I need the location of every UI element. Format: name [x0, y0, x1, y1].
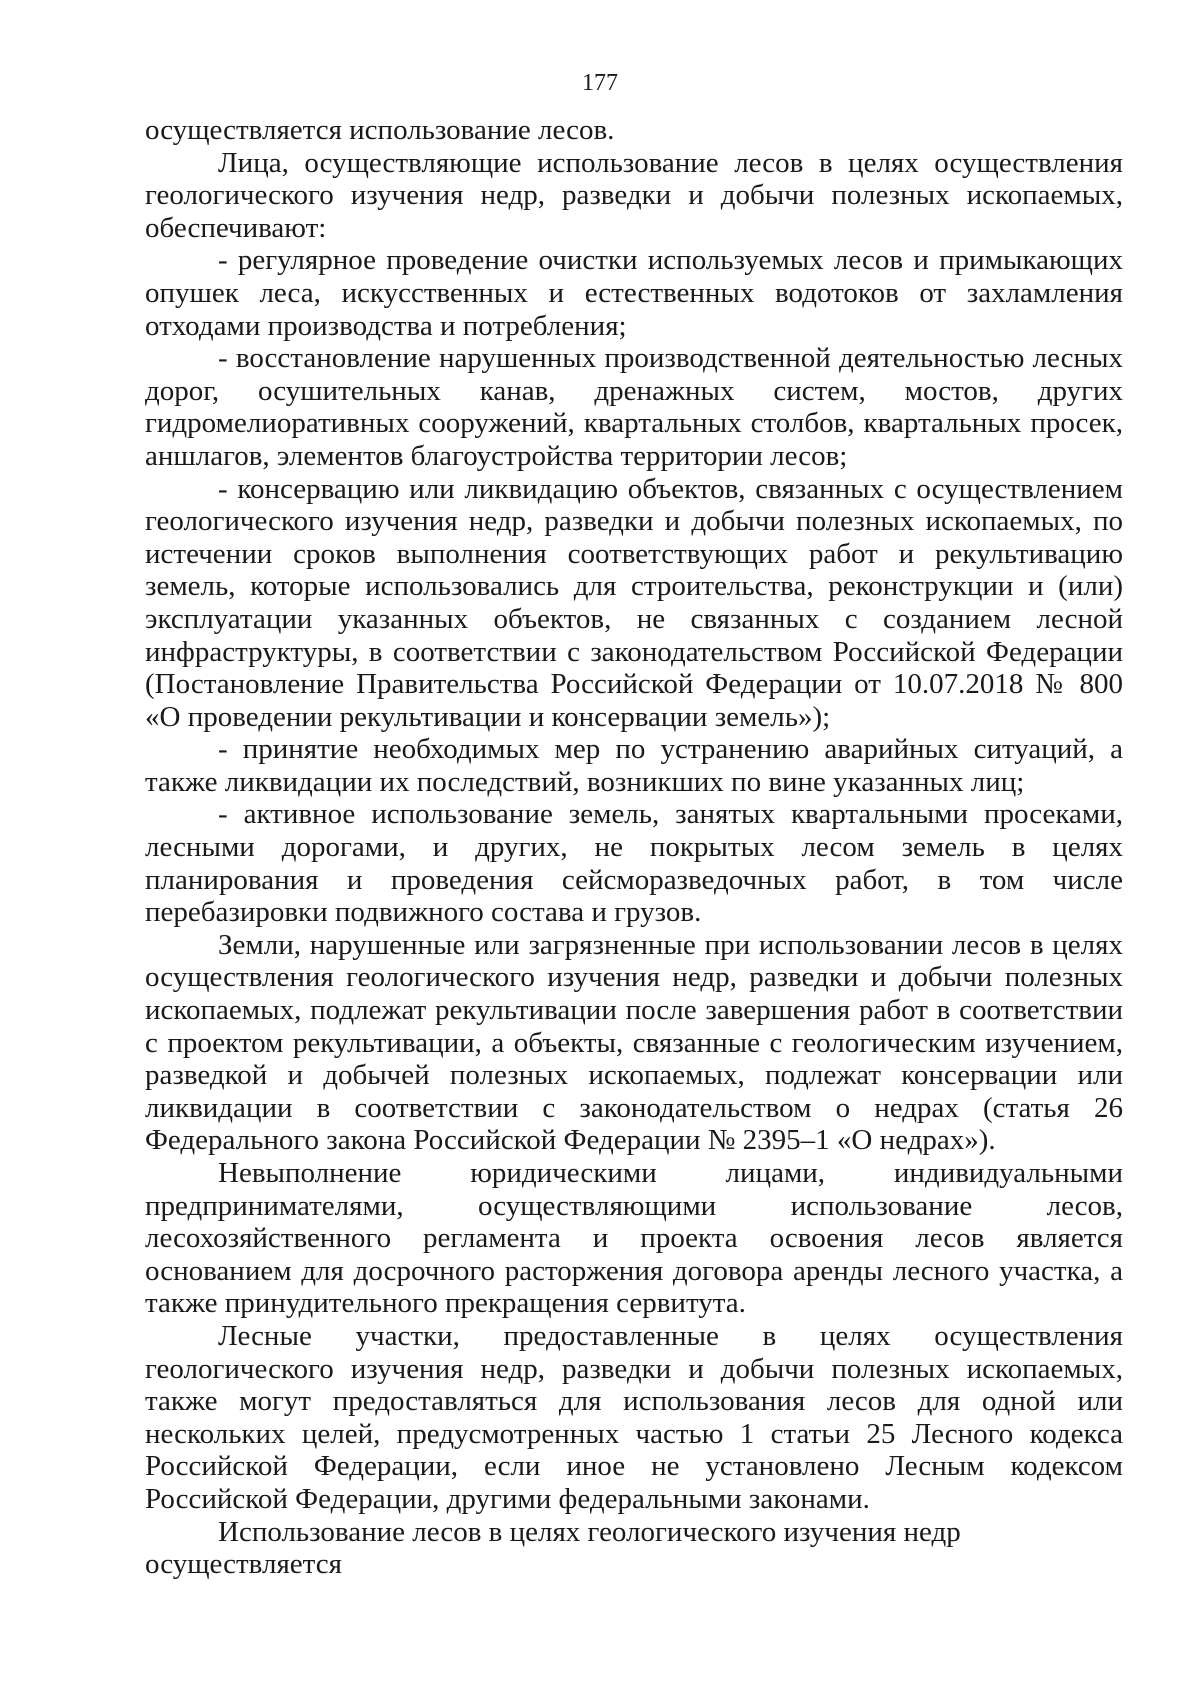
page-number: 177: [582, 70, 618, 96]
list-item-cleaning: - регулярное проведение очистки используемых лесов и примыкающих опушек леса, искусственных и естественных водотоков от захламления отходами производства и потребления;: [145, 244, 1123, 342]
paragraph-continuation: осуществляется использование лесов.: [145, 114, 615, 146]
paragraph-forest-plots: Лесные участки, предоставленные в целях осуществления геологического изучения недр, разведки и добычи полезных ископаемых, также могут предоставляться для использования лесов для одной или нескольких целей, предусмотренных частью 1 статьи 25 Лесного кодекса Российской Федерации, если иное не установлено Лесным кодексом Российской Федерации, другими федеральными законами.: [145, 1319, 1123, 1515]
list-item-conservation: - консервацию или ликвидацию объектов, связанных с осуществлением геологического изучения недр, разведки и добычи полезных ископаемых, по истечении сроков выполнения соответствующих работ и рекультивацию земель, которые использовались для строительства, реконструкции и (или) эксплуатации указанных объектов, не связанных с созданием лесной инфраструктуры, в соответствии с законодательством Российской Федерации (Постановление Правительства Российской Федерации от 10.07.2018 № 800 «О проведении рекультивации и консервации земель»);: [145, 472, 1123, 733]
paragraph-non-compliance: Невыполнение юридическими лицами, индивидуальными предпринимателями, осуществляющими использование лесов, лесохозяйственного регламента и проекта освоения лесов является основанием для досрочного расторжения договора аренды лесного участка, а также принудительного прекращения сервитута.: [145, 1157, 1123, 1320]
list-item-land-use: - активное использование земель, занятых квартальными просеками, лесными дорогами, и других, не покрытых лесом земель в целях планирования и проведения сейсморазведочных работ, в том числе перебазировки подвижного состава и грузов.: [145, 798, 1123, 929]
list-item-restoration: - восстановление нарушенных производственной деятельностью лесных дорог, осушительных канав, дренажных систем, мостов, других гидромелиоративных сооружений, квартальных столбов, квартальных просек, аншлагов, элементов благоустройства территории лесов;: [145, 342, 1123, 472]
document-body: [145, 114, 1123, 1581]
paragraph-reclamation: Земли, нарушенные или загрязненные при использовании лесов в целях осуществления геологического изучения недр, разведки и добычи полезных ископаемых, подлежат рекультивации после завершения работ в соответствии с проектом рекультивации, а объекты, связанные с геологическим изучением, разведкой и добычей полезных ископаемых, подлежат консервации или ликвидации в соответствии с законодательством о недрах (статья 26 Федерального закона Российской Федерации № 2395–1 «О недрах»).: [145, 928, 1123, 1157]
paragraph-geological-study: Использование лесов в целях геологического изучения недр осуществляется: [145, 1515, 961, 1581]
paragraph-obligations-intro: Лица, осуществляющие использование лесов в целях осуществления геологического изучения недр, разведки и добычи полезных ископаемых, обеспечивают:: [145, 146, 1123, 244]
list-item-emergency: - принятие необходимых мер по устранению аварийных ситуаций, а также ликвидации их последствий, возникших по вине указанных лиц;: [145, 733, 1123, 798]
